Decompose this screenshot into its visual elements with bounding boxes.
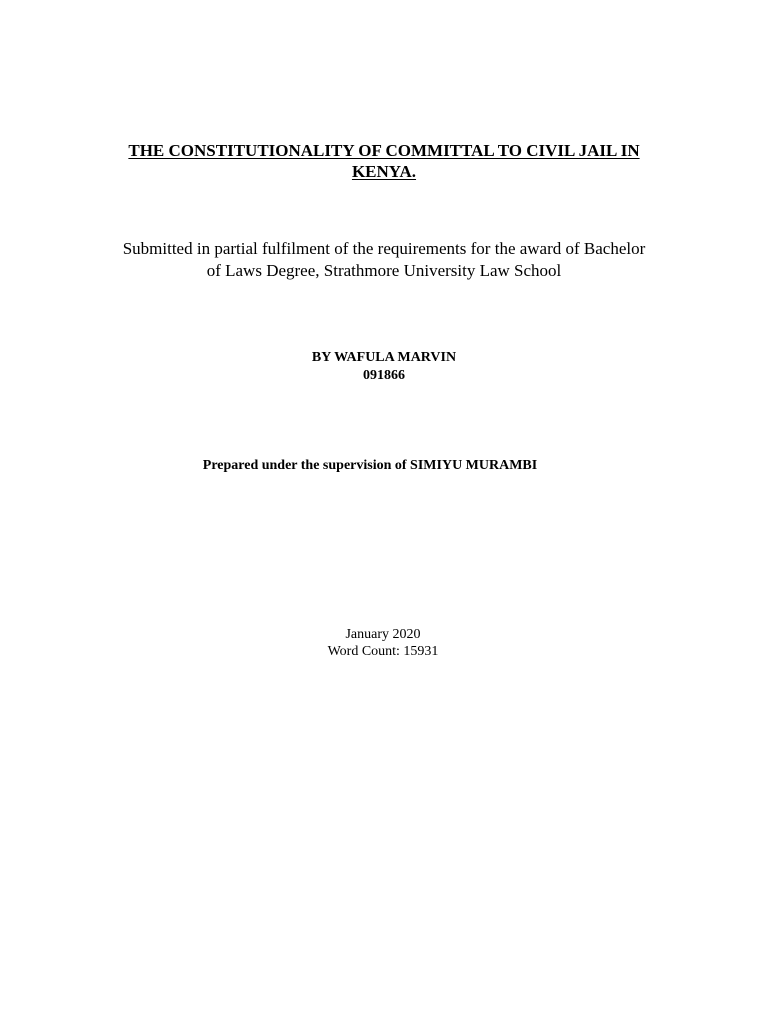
document-title	[100, 140, 668, 182]
submission-line-2: of Laws Degree, Strathmore University Law School	[206, 261, 562, 280]
date-block	[0, 626, 766, 660]
title-line-1: THE CONSTITUTIONALITY OF COMMITTAL TO CIVIL JAIL IN	[128, 141, 640, 160]
submission-line-1: Submitted in partial fulfilment of the requirements for the award of Bachelor	[122, 239, 646, 258]
supervision-statement: Prepared under the supervision of SIMIYU MURAMBI	[202, 458, 538, 473]
title-line-2: KENYA.	[351, 162, 417, 181]
author-block	[0, 349, 768, 385]
submission-statement	[60, 238, 708, 282]
student-number: 091866	[363, 368, 405, 383]
submission-date: January 2020	[345, 627, 421, 642]
word-count: Word Count: 15931	[327, 644, 439, 659]
author-name: BY WAFULA MARVIN	[311, 350, 457, 365]
